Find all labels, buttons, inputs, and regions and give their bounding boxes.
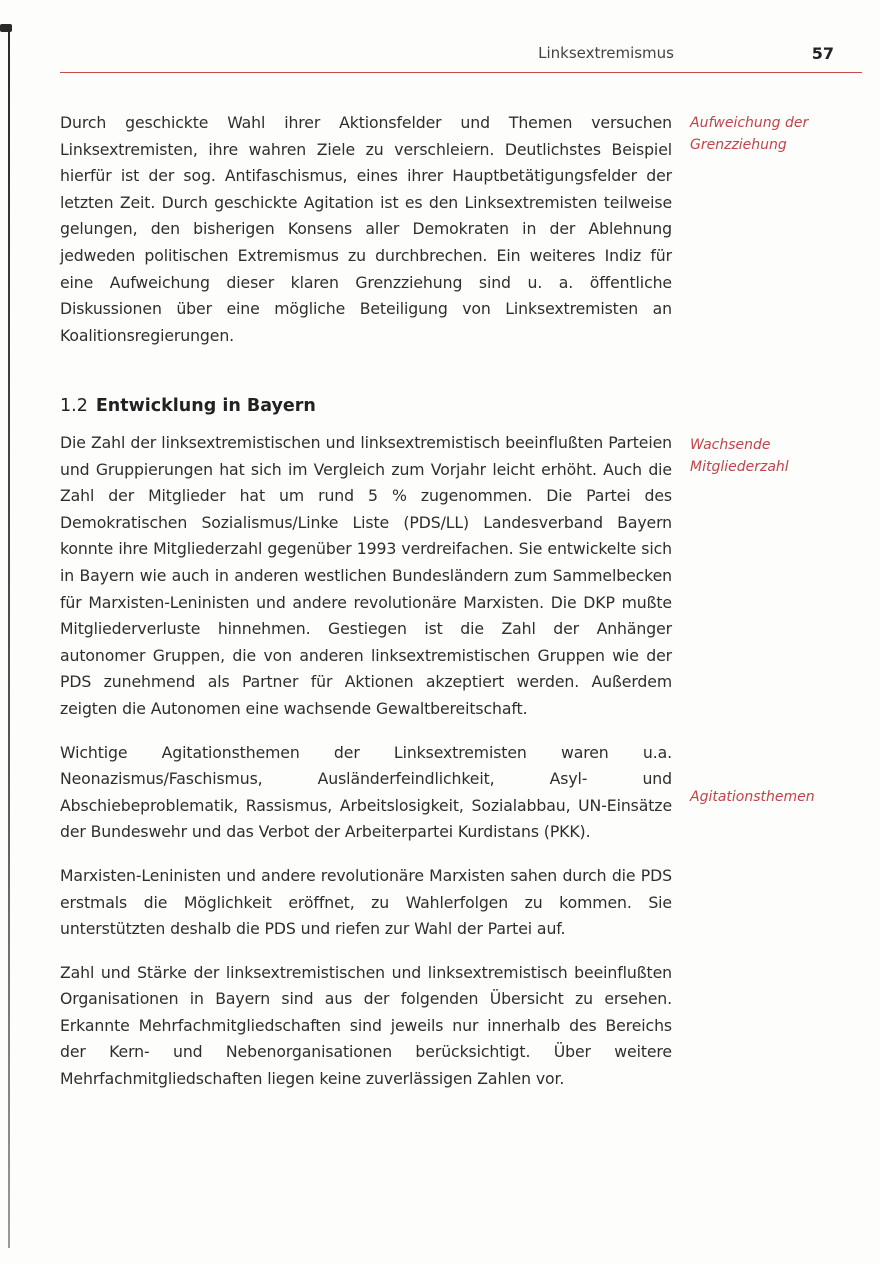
sidenote-aufweichung: [690, 112, 860, 156]
header-rule: [60, 72, 862, 73]
sidenote-topics-line: Agitationsthemen: [690, 789, 815, 805]
paragraph-pds-support: Marxisten-Leninisten und andere revolutionäre Marxisten sahen durch die PDS erstmals die Möglichkeit eröffnet, zu Wahlerfolgen zu kommen. Sie unterstützten deshalb die PDS und riefen zur Wahl der Partei auf.: [60, 865, 672, 939]
page-binding-edge: [8, 28, 10, 1248]
section-number: 1.2: [60, 396, 88, 416]
paragraph-overview: Zahl und Stärke der linksextremistischen und linksextremistisch beeinflußten Organisationen in Bayern sind aus der folgenden Übersicht zu ersehen. Erkannte Mehrfachmitgliedschaften sind jeweils nur innerhalb des Bereichs der Kern- und Nebenorganisationen berücksichtigt. Über weitere Mehrfachmitgliedschaften liegen keine zuverlässigen Zahlen vor.: [60, 962, 672, 1089]
intro-paragraph: Durch geschickte Wahl ihrer Aktionsfelder und Themen versuchen Linksextremisten, ihre wahren Ziele zu verschleiern. Deutlichstes Beispiel hierfür ist der sog. Antifaschismus, eines ihrer Hauptbetätigungsfelder der letzten Zeit. Durch geschickte Agitation ist es den Linksextremisten teilweise gelungen, den bisherigen Konsens aller Demokraten in der Ablehnung jedweden politischen Extremismus zu durchbrechen. Ein weiteres Indiz für eine Aufweichung dieser klaren Grenzziehung sind u. a. öffentliche Diskussionen über eine mögliche Beteiligung von Linksextremisten an Koalitionsregierungen.: [60, 113, 672, 345]
page-number: 57: [811, 44, 834, 63]
sidenote-aufweichung-line1: Aufweichung der: [690, 115, 809, 131]
section-body: [60, 430, 672, 1110]
intro-block: [60, 110, 672, 366]
sidenote-aufweichung-line2: Grenzziehung: [690, 137, 787, 153]
sidenote-growth-line1: Wachsende: [690, 437, 771, 453]
sidenote-growth: [690, 434, 860, 478]
sidenote-topics: [690, 786, 860, 808]
sidenote-growth-line2: Mitgliederzahl: [690, 459, 789, 475]
section-heading: [60, 396, 316, 416]
running-title: Linksextremismus: [538, 44, 674, 62]
section-title: Entwicklung in Bayern: [95, 396, 316, 416]
page-binding-edge-cap: [0, 24, 12, 32]
paragraph-agitation-topics: Wichtige Agitationsthemen der Linksextremisten waren u.a. Neonazismus/Faschismus, Ausländerfeindlichkeit, Asyl- und Abschiebeproblematik, Rassismus, Arbeitslosigkeit, Sozialabbau, UN-Einsätze der Bundeswehr und das Verbot der Arbeiterpartei Kurdistans (PKK).: [60, 742, 672, 842]
paragraph-development: Die Zahl der linksextremistischen und linksextremistisch beeinflußten Parteien und Gruppierungen hat sich im Vergleich zum Vorjahr leicht erhöht. Auch die Zahl der Mitglieder hat um rund 5 % zugenommen. Die Partei des Demokratischen Sozialismus/Linke Liste (PDS/LL) Landesverband Bayern konnte ihre Mitgliederzahl gegenüber 1993 verdreifachen. Sie entwickelte sich in Bayern wie auch in anderen westlichen Bundesländern zum Sammelbecken für Marxisten-Leninisten und andere revolutionäre Marxisten. Die DKP mußte Mitgliederverluste hinnehmen. Gestiegen ist die Zahl der Anhänger autonomer Gruppen, die von anderen linksextremistischen Gruppen wie der PDS zunehmend als Partner für Aktionen akzeptiert werden. Außerdem zeigten die Autonomen eine wachsende Gewaltbereitschaft.: [60, 433, 672, 718]
page-header: [60, 44, 834, 68]
